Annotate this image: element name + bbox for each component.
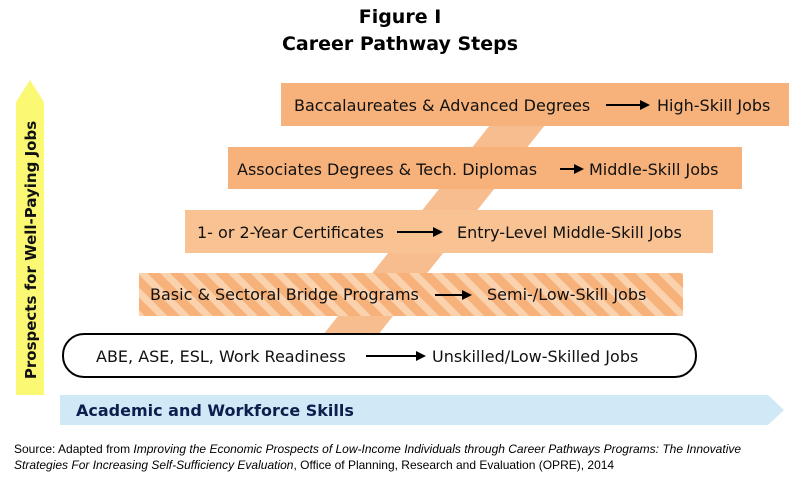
step-to-bridge: Semi-/Low-Skill Jobs	[487, 285, 647, 304]
y-axis-label: Prospects for Well-Paying Jobs	[22, 120, 40, 380]
step-to-associates: Middle-Skill Jobs	[589, 160, 719, 179]
figure-title: Career Pathway Steps	[281, 33, 519, 55]
figure-label: Figure I	[358, 6, 442, 28]
source-note	[14, 441, 794, 473]
step-from-bridge: Basic & Sectoral Bridge Programs	[150, 285, 419, 304]
source-title: Improving the Economic Prospects of Low-Income Individuals through Career Pathways Programs: The Innovative Strategies For Increasing Self-Sufficiency Evaluation	[14, 442, 742, 472]
step-from-baccalaureate: Baccalaureates & Advanced Degrees	[294, 96, 591, 115]
step-from-associates: Associates Degrees & Tech. Diplomas	[237, 160, 538, 179]
step-from-certificates: 1- or 2-Year Certificates	[197, 223, 384, 242]
source-prefix: Source: Adapted from	[14, 442, 134, 456]
source-suffix: , Office of Planning, Research and Evaluation (OPRE), 2014	[293, 458, 615, 472]
x-axis-label: Academic and Workforce Skills	[76, 401, 354, 420]
step-to-certificates: Entry-Level Middle-Skill Jobs	[457, 223, 682, 242]
step-to-baccalaureate: High-Skill Jobs	[657, 96, 771, 115]
step-from-adult-basic: ABE, ASE, ESL, Work Readiness	[96, 347, 346, 366]
step-to-adult-basic: Unskilled/Low-Skilled Jobs	[432, 347, 639, 366]
